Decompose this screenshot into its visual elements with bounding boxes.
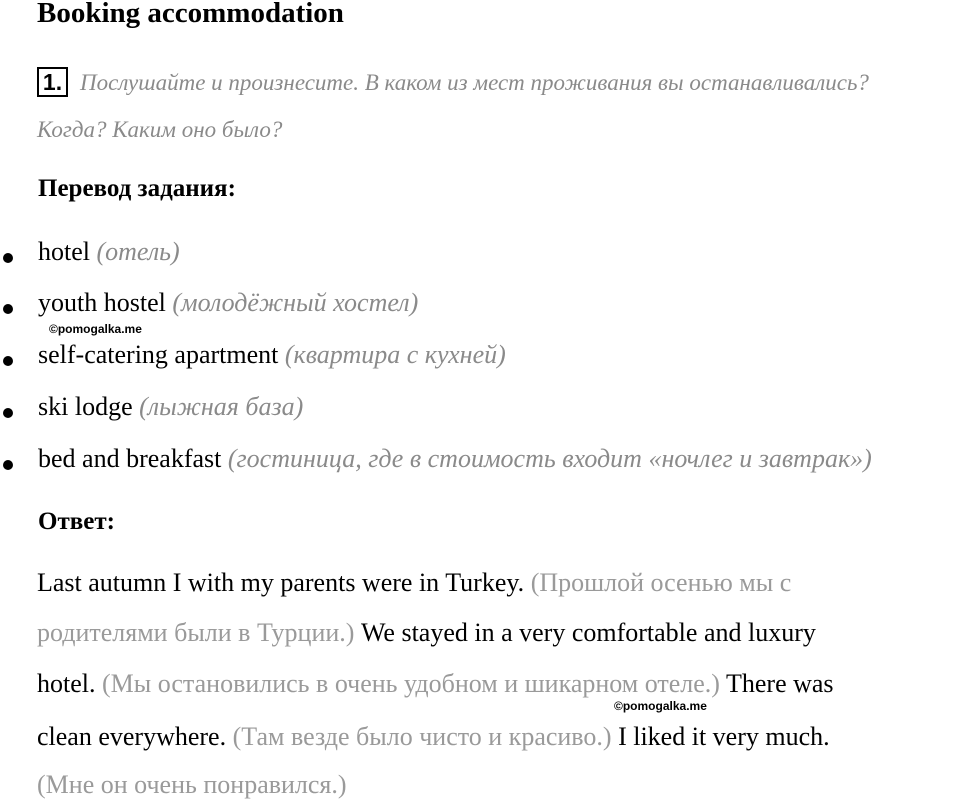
answer-text-ru: родителями были в Турции.)	[37, 618, 355, 647]
answer-text-en: Last autumn I with my parents were in Turkey.	[37, 568, 525, 597]
vocab-term: self-catering apartment	[38, 340, 279, 369]
answer-heading: Ответ:	[38, 508, 115, 535]
answer-text-en: We stayed in a very comfortable and luxury	[360, 618, 816, 647]
answer-line	[37, 722, 830, 752]
answer-line	[37, 770, 347, 800]
watermark: ©pomogalka.me	[49, 322, 142, 336]
task-instruction-line-1: Послушайте и произнесите. В каком из мест проживания вы останавливались?	[80, 70, 869, 95]
answer-line	[37, 669, 834, 699]
answer-text-ru: (Мы остановились в очень удобном и шикарном отеле.)	[102, 669, 720, 698]
answer-text-en: clean everywhere.	[37, 722, 227, 751]
vocab-translation: (отель)	[96, 237, 180, 266]
watermark: ©pomogalka.me	[614, 699, 707, 713]
bullet-icon	[3, 304, 13, 314]
vocab-translation: (лыжная база)	[139, 392, 304, 421]
answer-line	[37, 568, 791, 598]
answer-text-ru: (Прошлой осенью мы с	[530, 568, 792, 597]
bullet-icon	[3, 408, 13, 418]
answer-text-en: hotel.	[37, 669, 96, 698]
bullet-icon	[3, 460, 13, 470]
answer-text-en: There was	[726, 669, 834, 698]
vocab-term: youth hostel	[38, 288, 166, 317]
answer-text-ru: (Там везде было чисто и красиво.)	[232, 722, 612, 751]
vocab-term: bed and breakfast	[38, 444, 222, 473]
vocab-translation: (молодёжный хостел)	[172, 288, 419, 317]
answer-text-en: I liked it very much.	[618, 722, 830, 751]
vocab-term: hotel	[38, 237, 90, 266]
answer-line	[37, 618, 816, 648]
task-number-box: 1.	[37, 67, 68, 97]
vocab-term: ski lodge	[38, 392, 133, 421]
vocab-translation: (квартира с кухней)	[284, 340, 506, 369]
vocab-translation: (гостиница, где в стоимость входит «ночлег и завтрак»)	[227, 444, 872, 473]
bullet-icon	[3, 253, 13, 263]
page-title: Booking accommodation	[37, 0, 344, 29]
task-instruction-line-2: Когда? Каким оно было?	[37, 117, 283, 142]
bullet-icon	[3, 356, 13, 366]
answer-text-ru: (Мне он очень понравился.)	[37, 770, 347, 799]
translation-heading: Перевод задания:	[38, 175, 236, 202]
